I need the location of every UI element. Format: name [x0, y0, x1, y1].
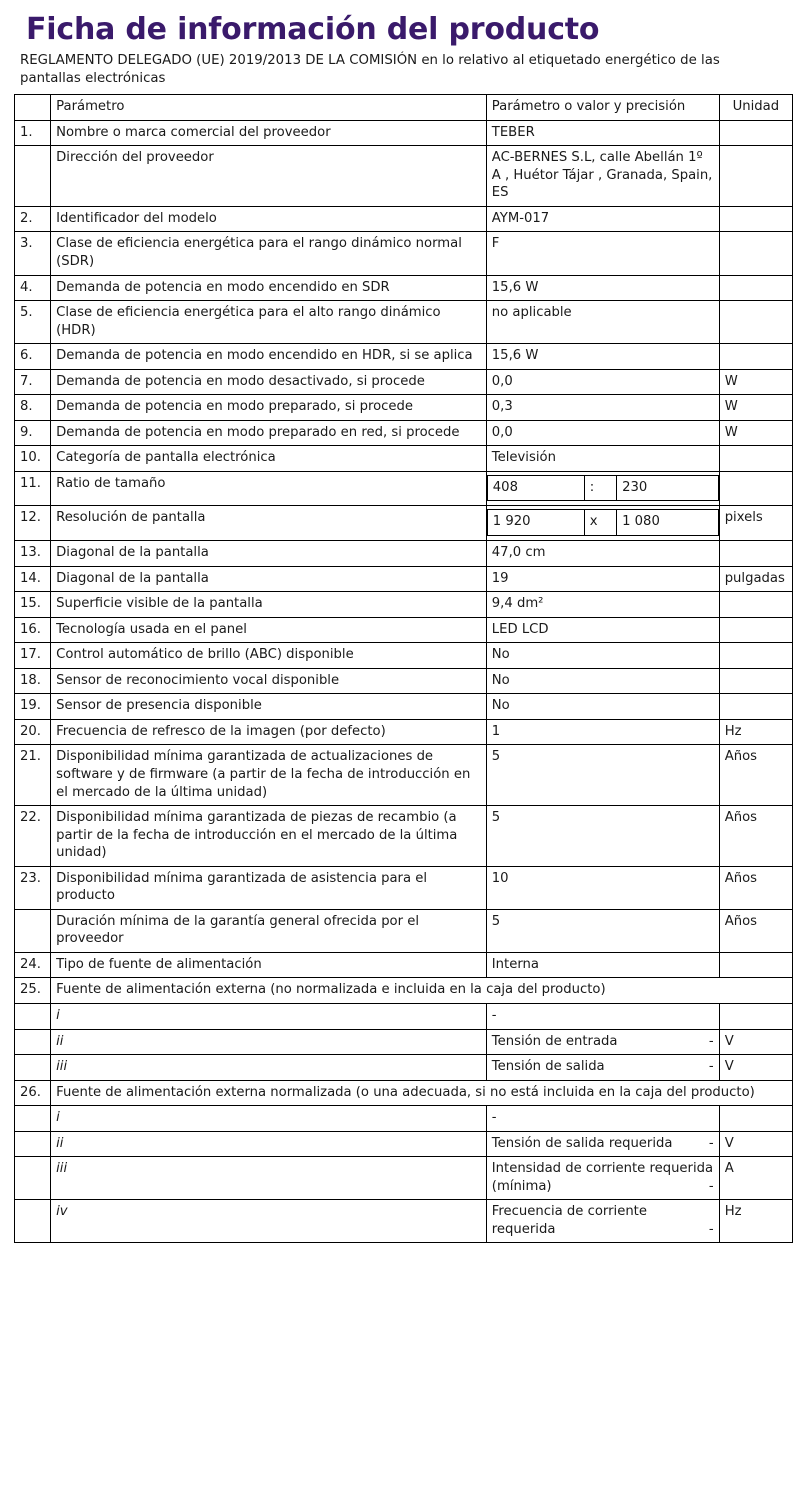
- table-row: [15, 866, 793, 909]
- row-unit: [719, 668, 792, 694]
- row-value: 5: [486, 909, 719, 952]
- subitem-label: [486, 1200, 719, 1243]
- row-unit: [719, 146, 792, 207]
- row-unit: pulgadas: [719, 566, 792, 592]
- row-number: 9.: [15, 420, 51, 446]
- row-number: 17.: [15, 643, 51, 669]
- row-number: 10.: [15, 446, 51, 472]
- row-unit: W: [719, 420, 792, 446]
- table-row: [15, 719, 793, 745]
- ratio-second-value: 230: [617, 475, 719, 501]
- row-number: [15, 146, 51, 207]
- row-unit: W: [719, 395, 792, 421]
- row-value: No: [486, 694, 719, 720]
- section-26-item: [15, 1157, 793, 1200]
- row-unit: [719, 206, 792, 232]
- row-parameter: Tecnología usada en el panel: [51, 617, 487, 643]
- subitem-index: i: [51, 1106, 487, 1132]
- table-header-row: [15, 95, 793, 121]
- row-parameter: Dirección del proveedor: [51, 146, 487, 207]
- row-value: 15,6 W: [486, 344, 719, 370]
- section-number: 26.: [15, 1080, 51, 1106]
- row-parameter: Disponibilidad mínima garantizada de piezas de recambio (a partir de la fecha de introducción en el mercado de la última unidad): [51, 806, 487, 867]
- subitem-label: -: [486, 1106, 719, 1132]
- row-number: 18.: [15, 668, 51, 694]
- row-unit: [719, 541, 792, 567]
- row-number: 1.: [15, 120, 51, 146]
- row-parameter: Superficie visible de la pantalla: [51, 592, 487, 618]
- section-title: Fuente de alimentación externa (no normalizada e incluida en la caja del producto): [51, 978, 793, 1004]
- row-value: LED LCD: [486, 617, 719, 643]
- row-parameter: Nombre o marca comercial del proveedor: [51, 120, 487, 146]
- subitem-value: -: [708, 1178, 714, 1194]
- subitem-unit: [719, 1106, 792, 1132]
- row-parameter: Demanda de potencia en modo preparado en red, si procede: [51, 420, 487, 446]
- row-number: 23.: [15, 866, 51, 909]
- header-number: [15, 95, 51, 121]
- row-parameter: Demanda de potencia en modo encendido en SDR: [51, 275, 487, 301]
- row-parameter: Disponibilidad mínima garantizada de actualizaciones de software y de firmware (a partir de la fecha de introducción en el mercado de la última unidad): [51, 745, 487, 806]
- table-row: [15, 566, 793, 592]
- subitem-label: [486, 1055, 719, 1081]
- row-parameter: Demanda de potencia en modo desactivado, si procede: [51, 369, 487, 395]
- section-number: 25.: [15, 978, 51, 1004]
- ratio-separator: :: [584, 475, 616, 501]
- row-unit: [719, 344, 792, 370]
- row-value: 10: [486, 866, 719, 909]
- resolution-separator: x: [584, 510, 616, 536]
- row-parameter: Demanda de potencia en modo preparado, si procede: [51, 395, 487, 421]
- row-unit: [719, 592, 792, 618]
- row-number: 13.: [15, 541, 51, 567]
- section-26-item: [15, 1106, 793, 1132]
- row-unit: [719, 275, 792, 301]
- row-number: 21.: [15, 745, 51, 806]
- row-unit: W: [719, 369, 792, 395]
- row-number: 22.: [15, 806, 51, 867]
- row-unit: [719, 446, 792, 472]
- table-row: [15, 120, 793, 146]
- row-parameter: Frecuencia de refresco de la imagen (por defecto): [51, 719, 487, 745]
- section-26-item: [15, 1131, 793, 1157]
- subitem-label-text: Intensidad de corriente requerida (mínima): [491, 1161, 714, 1194]
- table-row: [15, 668, 793, 694]
- row-value: Interna: [486, 952, 719, 978]
- row-number: 12.: [15, 506, 51, 541]
- row-unit: [719, 471, 792, 506]
- row-number: 15.: [15, 592, 51, 618]
- subitem-index: iii: [51, 1055, 487, 1081]
- regulation-subtitle: REGLAMENTO DELEGADO (UE) 2019/2013 DE LA COMISIÓN en lo relativo al etiquetado energético de las pantallas electrónicas: [20, 52, 720, 86]
- section-25-title-row: [15, 978, 793, 1004]
- table-row: [15, 592, 793, 618]
- subitem-unit: V: [719, 1131, 792, 1157]
- header-parameter: Parámetro: [51, 95, 487, 121]
- resolution-width: 1 920: [487, 510, 584, 536]
- row-number: 24.: [15, 952, 51, 978]
- row-unit: [719, 120, 792, 146]
- row-parameter: Control automático de brillo (ABC) disponible: [51, 643, 487, 669]
- subitem-value: -: [708, 1059, 714, 1075]
- subitem-unit: V: [719, 1055, 792, 1081]
- header-unit: Unidad: [719, 95, 792, 121]
- table-row: [15, 694, 793, 720]
- row-number: 6.: [15, 344, 51, 370]
- row-parameter: Categoría de pantalla electrónica: [51, 446, 487, 472]
- row-unit: [719, 617, 792, 643]
- row-number: 16.: [15, 617, 51, 643]
- row-unit: Años: [719, 745, 792, 806]
- row-number: 8.: [15, 395, 51, 421]
- table-row: [15, 395, 793, 421]
- row-parameter: Disponibilidad mínima garantizada de asistencia para el producto: [51, 866, 487, 909]
- subitem-unit: A: [719, 1157, 792, 1200]
- row-parameter: Clase de eficiencia energética para el alto rango dinámico (HDR): [51, 301, 487, 344]
- subitem-value: -: [708, 1221, 714, 1237]
- table-row: [15, 232, 793, 275]
- row-number: 11.: [15, 471, 51, 506]
- subitem-index: ii: [51, 1029, 487, 1055]
- section-25-item: [15, 1003, 793, 1029]
- row-parameter: Clase de eficiencia energética para el rango dinámico normal (SDR): [51, 232, 487, 275]
- product-parameters-table: [14, 94, 793, 1243]
- subitem-unit: V: [719, 1029, 792, 1055]
- row-parameter: Resolución de pantalla: [51, 506, 487, 541]
- section-26-title-row: [15, 1080, 793, 1106]
- row-value: F: [486, 232, 719, 275]
- row-value: 9,4 dm²: [486, 592, 719, 618]
- section-title: Fuente de alimentación externa normalizada (o una adecuada, si no está incluida en la caja del producto): [51, 1080, 793, 1106]
- row-value-ratio: [486, 471, 719, 506]
- row-parameter: Demanda de potencia en modo encendido en HDR, si se aplica: [51, 344, 487, 370]
- row-number: 4.: [15, 275, 51, 301]
- page-title: Ficha de información del producto: [26, 12, 600, 47]
- table-row: [15, 275, 793, 301]
- row-value: No: [486, 668, 719, 694]
- table-row: [15, 344, 793, 370]
- row-number: 14.: [15, 566, 51, 592]
- table-row: [15, 446, 793, 472]
- row-value-resolution: [486, 506, 719, 541]
- ratio-first-value: 408: [487, 475, 584, 501]
- subitem-index: ii: [51, 1131, 487, 1157]
- row-parameter: Diagonal de la pantalla: [51, 541, 487, 567]
- row-value: 47,0 cm: [486, 541, 719, 567]
- row-unit: [719, 643, 792, 669]
- row-value: AYM-017: [486, 206, 719, 232]
- table-row: [15, 643, 793, 669]
- table-row: [15, 909, 793, 952]
- subitem-label-text: Frecuencia de corriente requerida: [491, 1204, 647, 1237]
- table-row: [15, 301, 793, 344]
- table-row: [15, 369, 793, 395]
- table-row: [15, 952, 793, 978]
- row-unit: [719, 232, 792, 275]
- row-value: AC-BERNES S.L, calle Abellán 1º A , Huétor Tájar , Granada, Spain, ES: [486, 146, 719, 207]
- subitem-index: iii: [51, 1157, 487, 1200]
- row-unit: Hz: [719, 719, 792, 745]
- subitem-unit: Hz: [719, 1200, 792, 1243]
- row-number: 7.: [15, 369, 51, 395]
- table-row: [15, 146, 793, 207]
- section-25-item: [15, 1029, 793, 1055]
- table-row: [15, 806, 793, 867]
- row-value: no aplicable: [486, 301, 719, 344]
- row-value: TEBER: [486, 120, 719, 146]
- row-number: 19.: [15, 694, 51, 720]
- row-unit: Años: [719, 909, 792, 952]
- header-value: Parámetro o valor y precisión: [486, 95, 719, 121]
- row-parameter: Tipo de fuente de alimentación: [51, 952, 487, 978]
- subitem-label-text: Tensión de salida: [491, 1059, 605, 1075]
- row-value: 5: [486, 745, 719, 806]
- row-value: Televisión: [486, 446, 719, 472]
- subitem-index: iv: [51, 1200, 487, 1243]
- row-number: 20.: [15, 719, 51, 745]
- row-number: 5.: [15, 301, 51, 344]
- row-parameter: Diagonal de la pantalla: [51, 566, 487, 592]
- row-parameter: Ratio de tamaño: [51, 471, 487, 506]
- row-unit: pixels: [719, 506, 792, 541]
- subitem-label: [486, 1131, 719, 1157]
- row-unit: [719, 952, 792, 978]
- table-row: [15, 206, 793, 232]
- row-number: 3.: [15, 232, 51, 275]
- row-value: 1: [486, 719, 719, 745]
- row-value: 0,3: [486, 395, 719, 421]
- subitem-label-text: Tensión de entrada: [491, 1033, 618, 1049]
- subitem-label-text: Tensión de salida requerida: [491, 1135, 673, 1151]
- subitem-label: [486, 1029, 719, 1055]
- row-parameter: Identificador del modelo: [51, 206, 487, 232]
- section-25-item: [15, 1055, 793, 1081]
- subitem-value: -: [708, 1033, 714, 1049]
- row-parameter: Sensor de presencia disponible: [51, 694, 487, 720]
- table-row: [15, 617, 793, 643]
- row-value: 0,0: [486, 420, 719, 446]
- row-value: 0,0: [486, 369, 719, 395]
- table-row: [15, 420, 793, 446]
- subitem-label: [486, 1157, 719, 1200]
- subitem-unit: [719, 1003, 792, 1029]
- row-value: No: [486, 643, 719, 669]
- subitem-index: i: [51, 1003, 487, 1029]
- row-unit: [719, 301, 792, 344]
- row-unit: Años: [719, 866, 792, 909]
- subitem-label: -: [486, 1003, 719, 1029]
- row-parameter: Duración mínima de la garantía general ofrecida por el proveedor: [51, 909, 487, 952]
- table-row-ratio: [15, 471, 793, 506]
- row-value: 15,6 W: [486, 275, 719, 301]
- row-number: [15, 909, 51, 952]
- table-row: [15, 541, 793, 567]
- subitem-value: -: [708, 1135, 714, 1151]
- section-26-item: [15, 1200, 793, 1243]
- row-value: 19: [486, 566, 719, 592]
- row-unit: Años: [719, 806, 792, 867]
- row-value: 5: [486, 806, 719, 867]
- table-row-resolution: [15, 506, 793, 541]
- table-row: [15, 745, 793, 806]
- row-unit: [719, 694, 792, 720]
- row-parameter: Sensor de reconocimiento vocal disponible: [51, 668, 487, 694]
- resolution-height: 1 080: [617, 510, 719, 536]
- row-number: 2.: [15, 206, 51, 232]
